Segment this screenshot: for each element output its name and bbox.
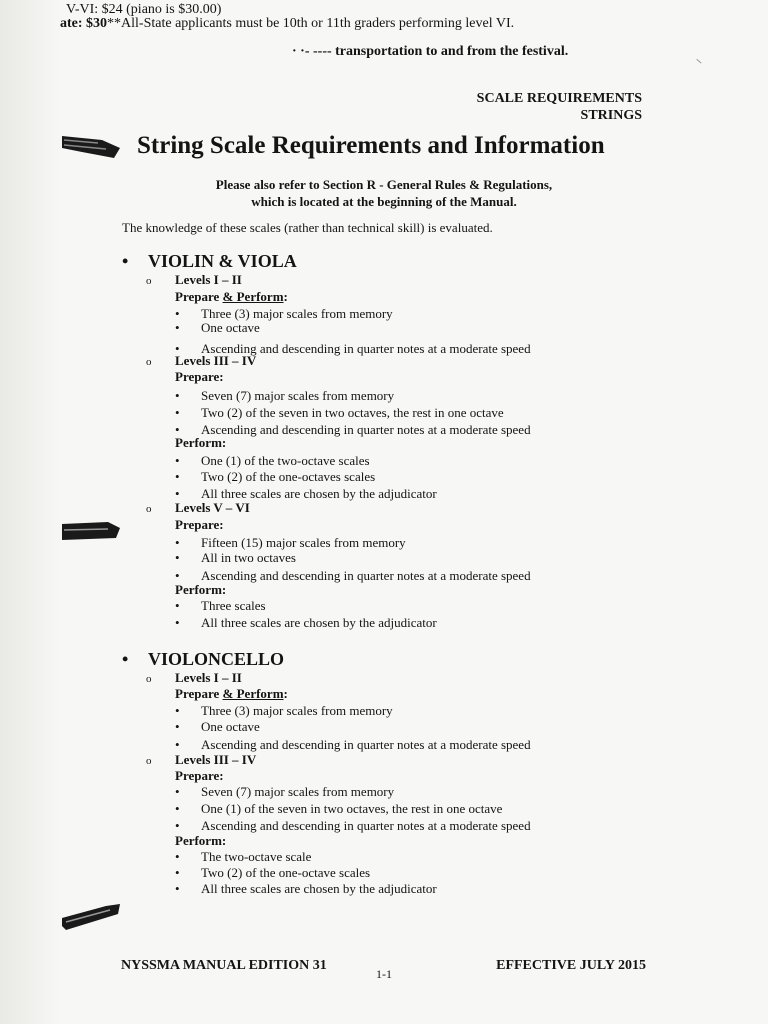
circle-bullet: o xyxy=(146,755,152,767)
header-fee-line: V-VI: $24 (piano is $30.00) xyxy=(66,2,222,17)
list-item xyxy=(175,881,437,897)
bullet: • xyxy=(175,719,180,734)
item-text: One octave xyxy=(201,719,260,734)
bullet: • xyxy=(175,881,180,896)
bullet: • xyxy=(175,703,180,718)
item-text: Seven (7) major scales from memory xyxy=(201,388,395,403)
item-text: All in two octaves xyxy=(201,550,296,565)
item-text: One (1) of the seven in two octaves, the rest in one octave xyxy=(201,801,503,816)
bullet: • xyxy=(175,486,180,501)
item-text: Ascending and descending in quarter notes at a moderate speed xyxy=(201,341,531,356)
bullet: • xyxy=(175,341,180,356)
circle-bullet: o xyxy=(146,275,152,287)
item-text: Three scales xyxy=(201,598,266,613)
bullet: • xyxy=(175,784,180,799)
list-item xyxy=(175,801,502,817)
bullet: • xyxy=(175,737,180,752)
list-item xyxy=(175,422,531,438)
prepare-perform-label xyxy=(175,289,288,305)
list-item xyxy=(175,535,406,551)
item-text: All three scales are chosen by the adjudicator xyxy=(201,881,437,896)
level-label: Levels III – IV xyxy=(175,752,257,767)
highlighter-marker-icon xyxy=(62,128,124,162)
header-allstate-text: **All-State applicants must be 10th or 11th graders performing level VI. xyxy=(107,16,515,31)
section-note xyxy=(0,176,768,210)
req-line-2: STRINGS xyxy=(580,108,642,123)
item-text: Ascending and descending in quarter notes at a moderate speed xyxy=(201,422,531,437)
bullet: • xyxy=(175,865,180,880)
prepare-label: Prepare: xyxy=(175,517,224,532)
section-bullet: • xyxy=(122,251,129,271)
item-text: Ascending and descending in quarter notes at a moderate speed xyxy=(201,568,531,583)
level-label: Levels I – II xyxy=(175,670,242,685)
highlighter-marker-icon xyxy=(62,518,124,544)
item-text: One (1) of the two-octave scales xyxy=(201,453,370,468)
circle-bullet: o xyxy=(146,356,152,368)
list-item xyxy=(175,818,531,834)
item-text: Seven (7) major scales from memory xyxy=(201,784,395,799)
list-item xyxy=(175,469,375,485)
section-bullet: • xyxy=(122,649,129,669)
list-item xyxy=(175,320,260,336)
prep-colon: : xyxy=(283,289,288,304)
list-item xyxy=(175,405,504,421)
list-item xyxy=(175,719,260,735)
prep-text: Prepare xyxy=(175,686,223,701)
item-text: Ascending and descending in quarter notes at a moderate speed xyxy=(201,737,531,752)
item-text: Three (3) major scales from memory xyxy=(201,306,393,321)
intro-text: The knowledge of these scales (rather than technical skill) is evaluated. xyxy=(122,220,493,235)
list-item xyxy=(175,598,266,614)
perform-label: Perform: xyxy=(175,435,227,450)
footer-effective-date: EFFECTIVE JULY 2015 xyxy=(496,958,646,973)
note-line-2: which is located at the beginning of the Manual. xyxy=(251,194,517,209)
item-text: Three (3) major scales from memory xyxy=(201,703,393,718)
scale-requirements-label xyxy=(477,90,642,124)
section-violoncello xyxy=(122,649,284,670)
prep-colon: : xyxy=(283,686,288,701)
level-heading xyxy=(146,752,256,768)
prep-underlined: & Perform xyxy=(222,686,284,701)
bullet: • xyxy=(175,453,180,468)
list-item xyxy=(175,453,370,469)
bullet: • xyxy=(175,568,180,583)
bullet: • xyxy=(175,469,180,484)
item-text: All three scales are chosen by the adjudicator xyxy=(201,615,437,630)
list-item xyxy=(175,784,394,800)
prep-text: Prepare xyxy=(175,289,223,304)
scan-speck xyxy=(692,59,701,68)
level-label: Levels I – II xyxy=(175,272,242,287)
bullet: • xyxy=(175,550,180,565)
item-text: The two-octave scale xyxy=(201,849,312,864)
highlighter-marker-icon xyxy=(62,900,124,936)
section-heading: VIOLIN & VIOLA xyxy=(148,251,297,271)
item-text: One octave xyxy=(201,320,260,335)
bullet: • xyxy=(175,388,180,403)
page-number: 1-1 xyxy=(376,967,392,981)
list-item xyxy=(175,865,370,881)
bullet: • xyxy=(175,405,180,420)
note-line-1: Please also refer to Section R - General Rules & Regulations, xyxy=(215,177,553,192)
list-item xyxy=(175,550,296,566)
prepare-label: Prepare: xyxy=(175,768,224,783)
item-text: Two (2) of the one-octaves scales xyxy=(201,469,376,484)
item-text: Two (2) of the one-octave scales xyxy=(201,865,371,880)
header-allstate-bold: ate: $30 xyxy=(60,16,108,31)
prepare-perform-label xyxy=(175,686,288,702)
req-line-1: SCALE REQUIREMENTS xyxy=(476,91,642,106)
perform-label: Perform: xyxy=(175,582,227,597)
header-allstate-line xyxy=(60,16,514,32)
level-heading xyxy=(146,670,242,686)
list-item xyxy=(175,703,393,719)
level-label: Levels V – VI xyxy=(175,500,250,515)
level-heading xyxy=(146,353,256,369)
bullet: • xyxy=(175,801,180,816)
list-item xyxy=(175,615,437,631)
level-heading xyxy=(146,500,250,516)
header-transport-line: · ·- ---- transportation to and from the festival. xyxy=(292,44,569,59)
circle-bullet: o xyxy=(146,503,152,515)
bullet: • xyxy=(175,535,180,550)
item-text: Two (2) of the seven in two octaves, the rest in one octave xyxy=(201,405,504,420)
list-item xyxy=(175,737,531,753)
item-text: Ascending and descending in quarter notes at a moderate speed xyxy=(201,818,531,833)
list-item xyxy=(175,849,311,865)
bullet: • xyxy=(175,598,180,613)
footer-edition: NYSSMA MANUAL EDITION 31 xyxy=(121,958,327,973)
level-heading xyxy=(146,272,242,288)
scan-shadow xyxy=(0,0,62,1024)
bullet: • xyxy=(175,818,180,833)
bullet: • xyxy=(175,849,180,864)
list-item xyxy=(175,388,394,404)
bullet: • xyxy=(175,615,180,630)
item-text: All three scales are chosen by the adjudicator xyxy=(201,486,437,501)
bullet: • xyxy=(175,320,180,335)
level-label: Levels III – IV xyxy=(175,353,257,368)
bullet: • xyxy=(175,422,180,437)
perform-label: Perform: xyxy=(175,833,227,848)
item-text: Fifteen (15) major scales from memory xyxy=(201,535,406,550)
section-heading: VIOLONCELLO xyxy=(148,649,285,669)
prepare-label: Prepare: xyxy=(175,369,224,384)
prep-underlined: & Perform xyxy=(222,289,284,304)
page-title: String Scale Requirements and Information xyxy=(137,132,605,159)
bullet: • xyxy=(175,306,180,321)
section-violin-viola xyxy=(122,251,297,272)
list-item xyxy=(175,568,531,584)
circle-bullet: o xyxy=(146,673,152,685)
